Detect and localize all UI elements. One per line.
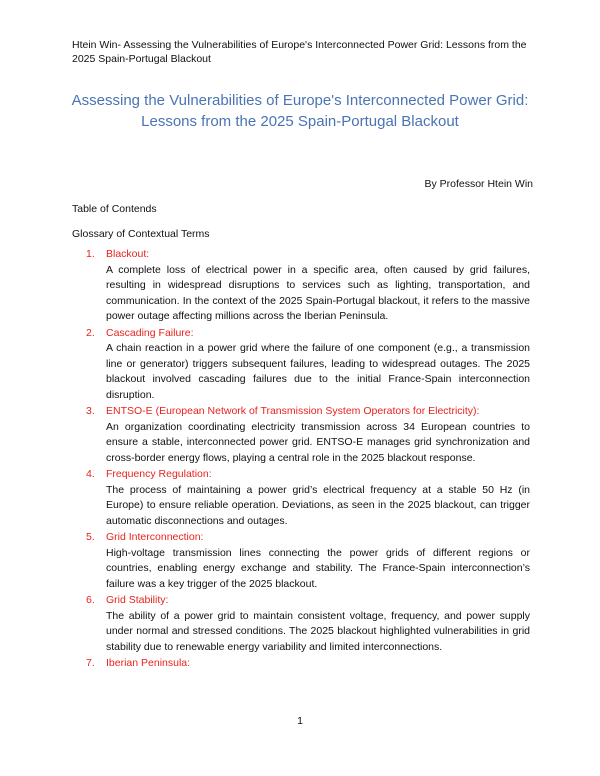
entry-number: 4.: [86, 468, 95, 480]
definition-grid-interconnection: High-voltage transmission lines connecting the power grids of different regions or countries, enabling energy exchange and stability. The France-Spain interconnection’s failure was a key trigger of the 2025 blackout.: [106, 546, 530, 590]
entry-number: 7.: [86, 657, 95, 669]
table-of-contents-label: Table of Contends: [72, 203, 157, 215]
running-header: Htein Win- Assessing the Vulnerabilities of Europe's Interconnected Power Grid: Lessons from the 2025 Spain-Portugal Blackout: [72, 39, 527, 65]
entry-number: 3.: [86, 405, 95, 417]
entry-number: 5.: [86, 531, 95, 543]
term-blackout: Blackout:: [106, 248, 150, 260]
glossary-entry-iberian-peninsula: [86, 656, 530, 672]
definition-cascading-failure: A chain reaction in a power grid where the failure of one component (e.g., a transmission line or generator) triggers subsequent failures, leading to widespread outages. The 2025 blackout involved cascading failures due to the initial France-Spain interconnection disruption.: [106, 342, 530, 401]
entry-number: 6.: [86, 594, 95, 606]
glossary-entry-blackout: [86, 247, 530, 325]
glossary-entry-grid-stability: [86, 593, 530, 655]
definition-entso-e: An organization coordinating electricity transmission across 34 European countries to ensure a stable, interconnected power grid. ENTSO-E manages grid synchronization and cross-border energy flows, playing a central role in the 2025 blackout response.: [106, 420, 530, 464]
glossary-heading: Glossary of Contextual Terms: [72, 228, 210, 240]
glossary-entry-frequency-regulation: [86, 467, 530, 529]
glossary-list: [86, 247, 530, 673]
definition-frequency-regulation: The process of maintaining a power grid’s electrical frequency at a stable 50 Hz (in Europe) to ensure reliable operation. Deviations, as seen in the 2025 blackout, can trigger automatic disconnections and outages.: [106, 483, 530, 527]
term-frequency-regulation: Frequency Regulation:: [106, 468, 212, 480]
definition-grid-stability: The ability of a power grid to maintain consistent voltage, frequency, and power supply under normal and stressed conditions. The 2025 blackout highlighted vulnerabilities in grid stability due to renewable energy variability and limited interconnections.: [106, 609, 530, 653]
glossary-entry-grid-interconnection: [86, 530, 530, 592]
term-entso-e: ENTSO-E (European Network of Transmission System Operators for Electricity):: [106, 405, 480, 417]
term-grid-stability: Grid Stability:: [106, 594, 169, 606]
page-number: 1: [297, 715, 303, 727]
document-title: Assessing the Vulnerabilities of Europe's Interconnected Power Grid: Lessons from the 2025 Spain-Portugal Blackout: [71, 92, 529, 130]
definition-blackout: A complete loss of electrical power in a specific area, often caused by grid failures, resulting in widespread disruptions to services such as lighting, transportation, and communication. In the context of the 2025 Spain-Portugal blackout, it refers to the massive power outage affecting millions across the Iberian Peninsula.: [106, 263, 530, 322]
author-byline: By Professor Htein Win: [424, 178, 533, 190]
term-iberian-peninsula: Iberian Peninsula:: [106, 657, 191, 669]
glossary-entry-entso-e: [86, 404, 530, 466]
term-cascading-failure: Cascading Failure:: [106, 326, 194, 339]
entry-number: 2.: [86, 326, 95, 339]
entry-number: 1.: [86, 248, 95, 260]
term-grid-interconnection: Grid Interconnection:: [106, 531, 204, 543]
glossary-entry-cascading-failure: [86, 326, 530, 404]
